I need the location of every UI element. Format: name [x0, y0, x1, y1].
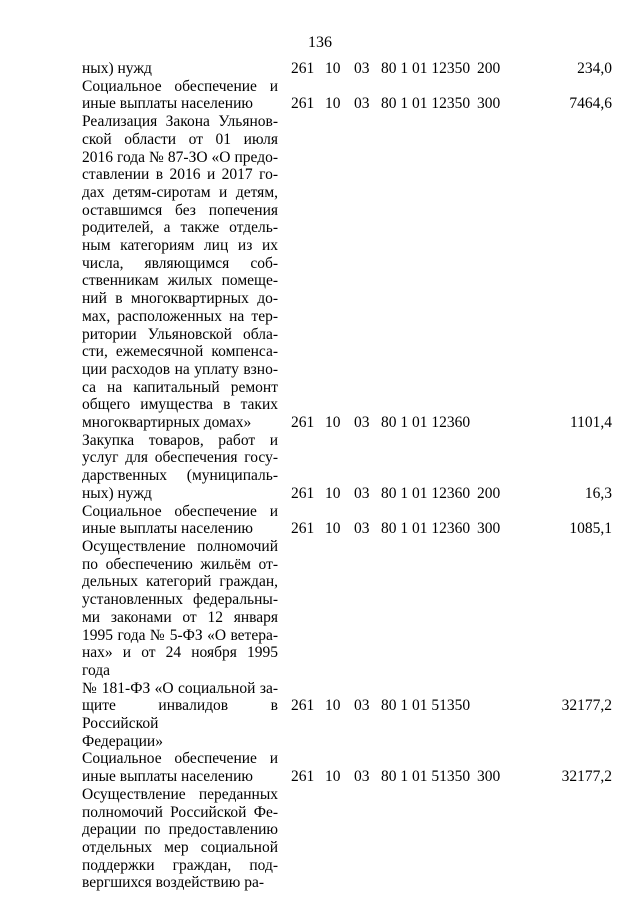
- description-line: ставлении в 2016 и 2017 го-: [82, 166, 278, 184]
- row-codes: [82, 697, 612, 715]
- description-line: ской области от 01 июля: [82, 130, 278, 148]
- description-line: 2016 года № 87-ЗО «О предо-: [82, 148, 278, 166]
- section-code: 10: [325, 95, 341, 113]
- table-row: [82, 113, 612, 432]
- subsection-code: 03: [354, 768, 370, 786]
- subsection-code: 03: [354, 414, 370, 431]
- description-line: общего имущества в таких: [82, 396, 278, 414]
- description-line: щите инвалидов в Российской: [82, 697, 278, 733]
- amount: 32177,2: [561, 697, 612, 715]
- description-line: ритории Ульяновской обла-: [82, 325, 278, 343]
- description-line: ственникам жилых помеще-: [82, 272, 278, 290]
- amount: 234,0: [577, 60, 612, 77]
- section-code: 10: [325, 768, 341, 786]
- description-line: сти, ежемесячной компенса-: [82, 343, 278, 361]
- ministry-code: 261: [291, 697, 315, 715]
- description-line: родителей, а также отдель-: [82, 219, 278, 237]
- row-description: [82, 538, 278, 750]
- description-line: Федерации»: [82, 732, 163, 750]
- table-row: [82, 432, 612, 503]
- row-description: [82, 113, 278, 432]
- description-line: мах, расположенных на тер-: [82, 307, 278, 325]
- description-line: са на капитальный ремонт: [82, 378, 278, 396]
- amount: 16,3: [584, 484, 612, 502]
- description-line: ным категориям лиц из их: [82, 237, 278, 255]
- description-line: Социальное обеспечение и: [82, 77, 278, 95]
- target-item-code: 80 1 01 12360: [381, 520, 471, 538]
- expense-type-code: 300: [477, 95, 501, 113]
- description-line: иные выплаты населению: [82, 520, 253, 538]
- description-line: по обеспечению жильём от-: [82, 555, 278, 573]
- row-codes: [82, 414, 612, 432]
- target-item-code: 80 1 01 51350: [381, 768, 471, 786]
- description-line: дах детям-сиротам и детям,: [82, 183, 278, 201]
- ministry-code: 261: [291, 95, 315, 113]
- description-line: нах» и от 24 ноября 1995 года: [82, 644, 278, 679]
- page-number: 136: [308, 34, 332, 51]
- expense-type-code: 300: [477, 768, 501, 786]
- description-line: дарственных (муниципаль-: [82, 467, 278, 485]
- expense-type-code: 200: [477, 484, 501, 502]
- description-line: ми законами от 12 января: [82, 608, 278, 626]
- row-codes: [82, 520, 612, 538]
- description-line: отдельных мер социальной: [82, 838, 278, 856]
- description-line: Социальное обеспечение и: [82, 502, 278, 520]
- description-line: Осуществление полномочий: [82, 537, 278, 555]
- budget-table: [82, 60, 612, 892]
- description-line: иные выплаты населению: [82, 768, 253, 786]
- subsection-code: 03: [354, 484, 370, 502]
- description-line: ных) нужд: [82, 484, 152, 502]
- section-code: 10: [325, 414, 341, 431]
- description-line: Закупка товаров, работ и: [82, 431, 278, 449]
- description-line: 1995 года № 5-ФЗ «О ветера-: [82, 626, 278, 644]
- target-item-code: 80 1 01 12350: [381, 95, 471, 113]
- row-codes: [82, 60, 612, 78]
- section-code: 10: [325, 60, 341, 77]
- amount: 1085,1: [569, 520, 612, 538]
- amount: 7464,6: [569, 95, 612, 113]
- description-line: полномочий Российской Фе-: [82, 803, 278, 821]
- section-code: 10: [325, 484, 341, 502]
- ministry-code: 261: [291, 484, 315, 502]
- ministry-code: 261: [291, 768, 315, 786]
- table-row: [82, 538, 612, 750]
- subsection-code: 03: [354, 60, 370, 77]
- table-row: [82, 60, 612, 78]
- description-line: числа, являющимся соб-: [82, 254, 278, 272]
- description-line: Реализация Закона Ульянов-: [82, 113, 278, 131]
- subsection-code: 03: [354, 520, 370, 538]
- target-item-code: 80 1 01 12360: [381, 484, 471, 502]
- description-line: услуг для обеспечения госу-: [82, 449, 278, 467]
- ministry-code: 261: [291, 414, 315, 431]
- target-item-code: 80 1 01 51350: [381, 697, 471, 715]
- table-row: [82, 750, 612, 785]
- expense-type-code: 200: [477, 60, 501, 77]
- description-line: оставшимся без попечения: [82, 201, 278, 219]
- description-line: многоквартирных домах»: [82, 414, 252, 432]
- row-description: [82, 786, 278, 892]
- table-row: [82, 78, 612, 113]
- description-line: Социальное обеспечение и: [82, 750, 278, 768]
- description-line: дерации по предоставлению: [82, 821, 278, 839]
- amount: 32177,2: [561, 768, 612, 786]
- description-line: ции расходов на уплату взно-: [82, 360, 278, 378]
- expense-type-code: 300: [477, 520, 501, 538]
- description-line: установленных федеральны-: [82, 591, 278, 609]
- description-line: дельных категорий граждан,: [82, 573, 278, 591]
- description-line: № 181-ФЗ «О социальной за-: [82, 679, 278, 697]
- row-codes: [82, 768, 612, 786]
- amount: 1101,4: [569, 414, 612, 431]
- description-line: иные выплаты населению: [82, 95, 253, 113]
- subsection-code: 03: [354, 95, 370, 113]
- table-row: [82, 503, 612, 538]
- subsection-code: 03: [354, 697, 370, 715]
- description-line: Осуществление переданных: [82, 785, 278, 803]
- section-code: 10: [325, 697, 341, 715]
- description-line: ний в многоквартирных до-: [82, 290, 278, 308]
- target-item-code: 80 1 01 12360: [381, 414, 471, 431]
- row-codes: [82, 95, 612, 113]
- section-code: 10: [325, 520, 341, 538]
- description-line: поддержки граждан, под-: [82, 856, 278, 874]
- target-item-code: 80 1 01 12350: [381, 60, 471, 77]
- description-line: вергшихся воздействию ра-: [82, 874, 265, 892]
- table-row: [82, 786, 612, 892]
- row-codes: [82, 485, 612, 503]
- ministry-code: 261: [291, 60, 315, 77]
- description-line: ных) нужд: [82, 60, 152, 77]
- ministry-code: 261: [291, 520, 315, 538]
